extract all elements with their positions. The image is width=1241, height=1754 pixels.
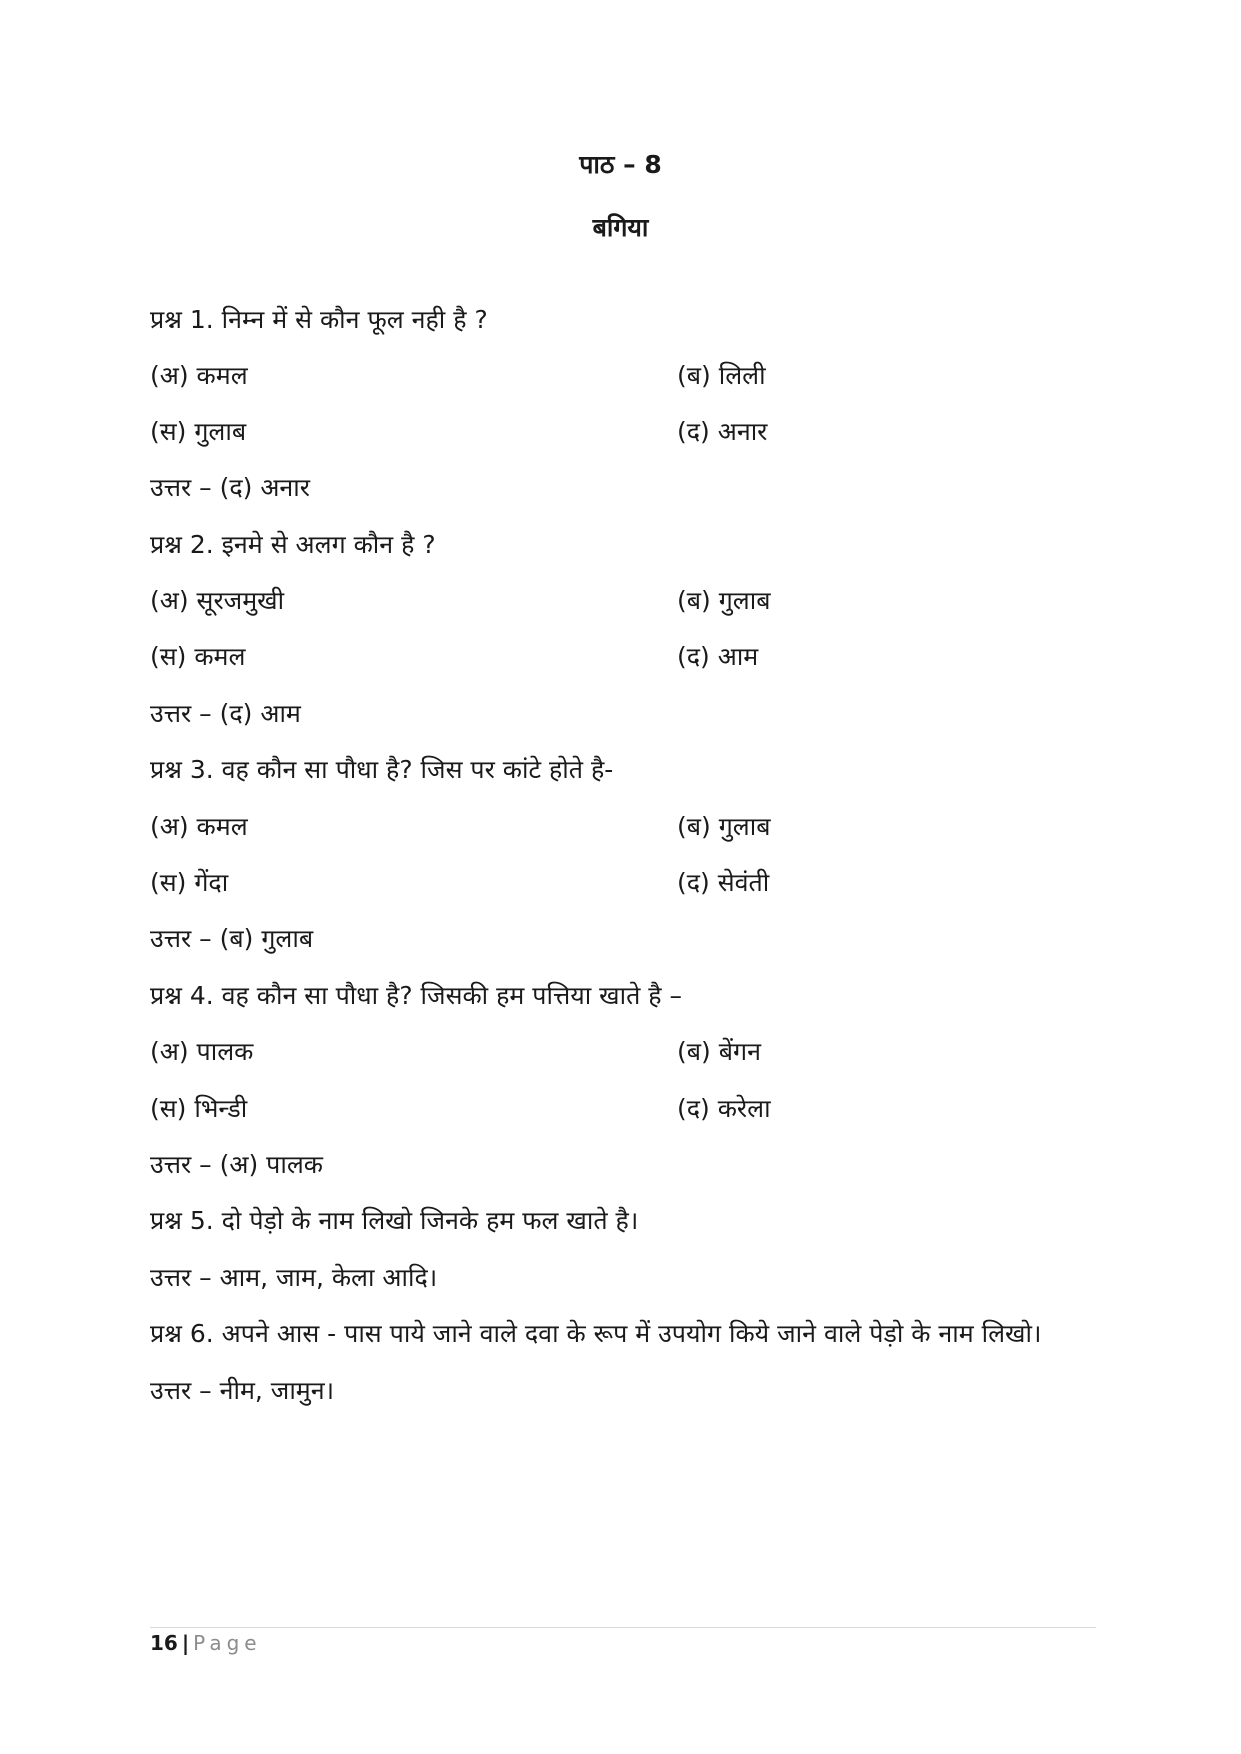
question-text: प्रश्न 2. इनमे से अलग कौन है ? [150, 530, 436, 559]
option-row [150, 810, 1150, 844]
page-label: Page [193, 1631, 262, 1655]
option: (अ) पालक [150, 1037, 254, 1066]
option-row [150, 1035, 1150, 1069]
question-text: प्रश्न 3. वह कौन सा पौधा है? जिस पर कांटे होते है- [150, 755, 614, 784]
lesson-title: बगिया [592, 213, 649, 242]
answer-text: उत्तर – नीम, जामुन। [150, 1376, 335, 1405]
answer-text: उत्तर – (द) अनार [150, 473, 310, 502]
option: (स) गेंदा [150, 868, 229, 897]
page-footer [150, 1630, 262, 1656]
option: (अ) कमल [150, 361, 248, 390]
footer-divider [150, 1627, 1096, 1628]
option: (स) कमल [150, 642, 246, 671]
option: (ब) लिली [677, 361, 766, 390]
option-row [150, 584, 1150, 618]
option-row [150, 640, 1150, 674]
answer-text: उत्तर – (अ) पालक [150, 1150, 323, 1179]
option: (ब) बेंगन [677, 1037, 761, 1066]
option: (अ) कमल [150, 812, 248, 841]
option: (ब) गुलाब [677, 586, 771, 615]
option: (द) आम [677, 642, 759, 671]
option: (द) सेवंती [677, 868, 770, 897]
option: (ब) गुलाब [677, 812, 771, 841]
question-text: प्रश्न 6. अपने आस - पास पाये जाने वाले दवा के रूप में उपयोग किये जाने वाले पेड़ो के नाम लिखो। [150, 1319, 1042, 1348]
answer-text: उत्तर – आम, जाम, केला आदि। [150, 1263, 438, 1292]
option-row [150, 1092, 1150, 1126]
question-text: प्रश्न 4. वह कौन सा पौधा है? जिसकी हम पत्तिया खाते है – [150, 981, 682, 1010]
option: (स) भिन्डी [150, 1094, 248, 1123]
option-row [150, 415, 1150, 449]
option-row [150, 359, 1150, 393]
option: (अ) सूरजमुखी [150, 586, 285, 615]
answer-text: उत्तर – (द) आम [150, 699, 301, 728]
option: (द) अनार [677, 417, 768, 446]
lesson-number: पाठ – 8 [579, 150, 662, 179]
answer-text: उत्तर – (ब) गुलाब [150, 924, 314, 953]
question-text: प्रश्न 5. दो पेड़ो के नाम लिखो जिनके हम फल खाते है। [150, 1206, 639, 1235]
footer-separator: | [181, 1631, 190, 1655]
page-number: 16 [150, 1631, 178, 1655]
option-row [150, 866, 1150, 900]
option: (स) गुलाब [150, 417, 247, 446]
option: (द) करेला [677, 1094, 771, 1123]
question-text: प्रश्न 1. निम्न में से कौन फूल नही है ? [150, 305, 488, 334]
